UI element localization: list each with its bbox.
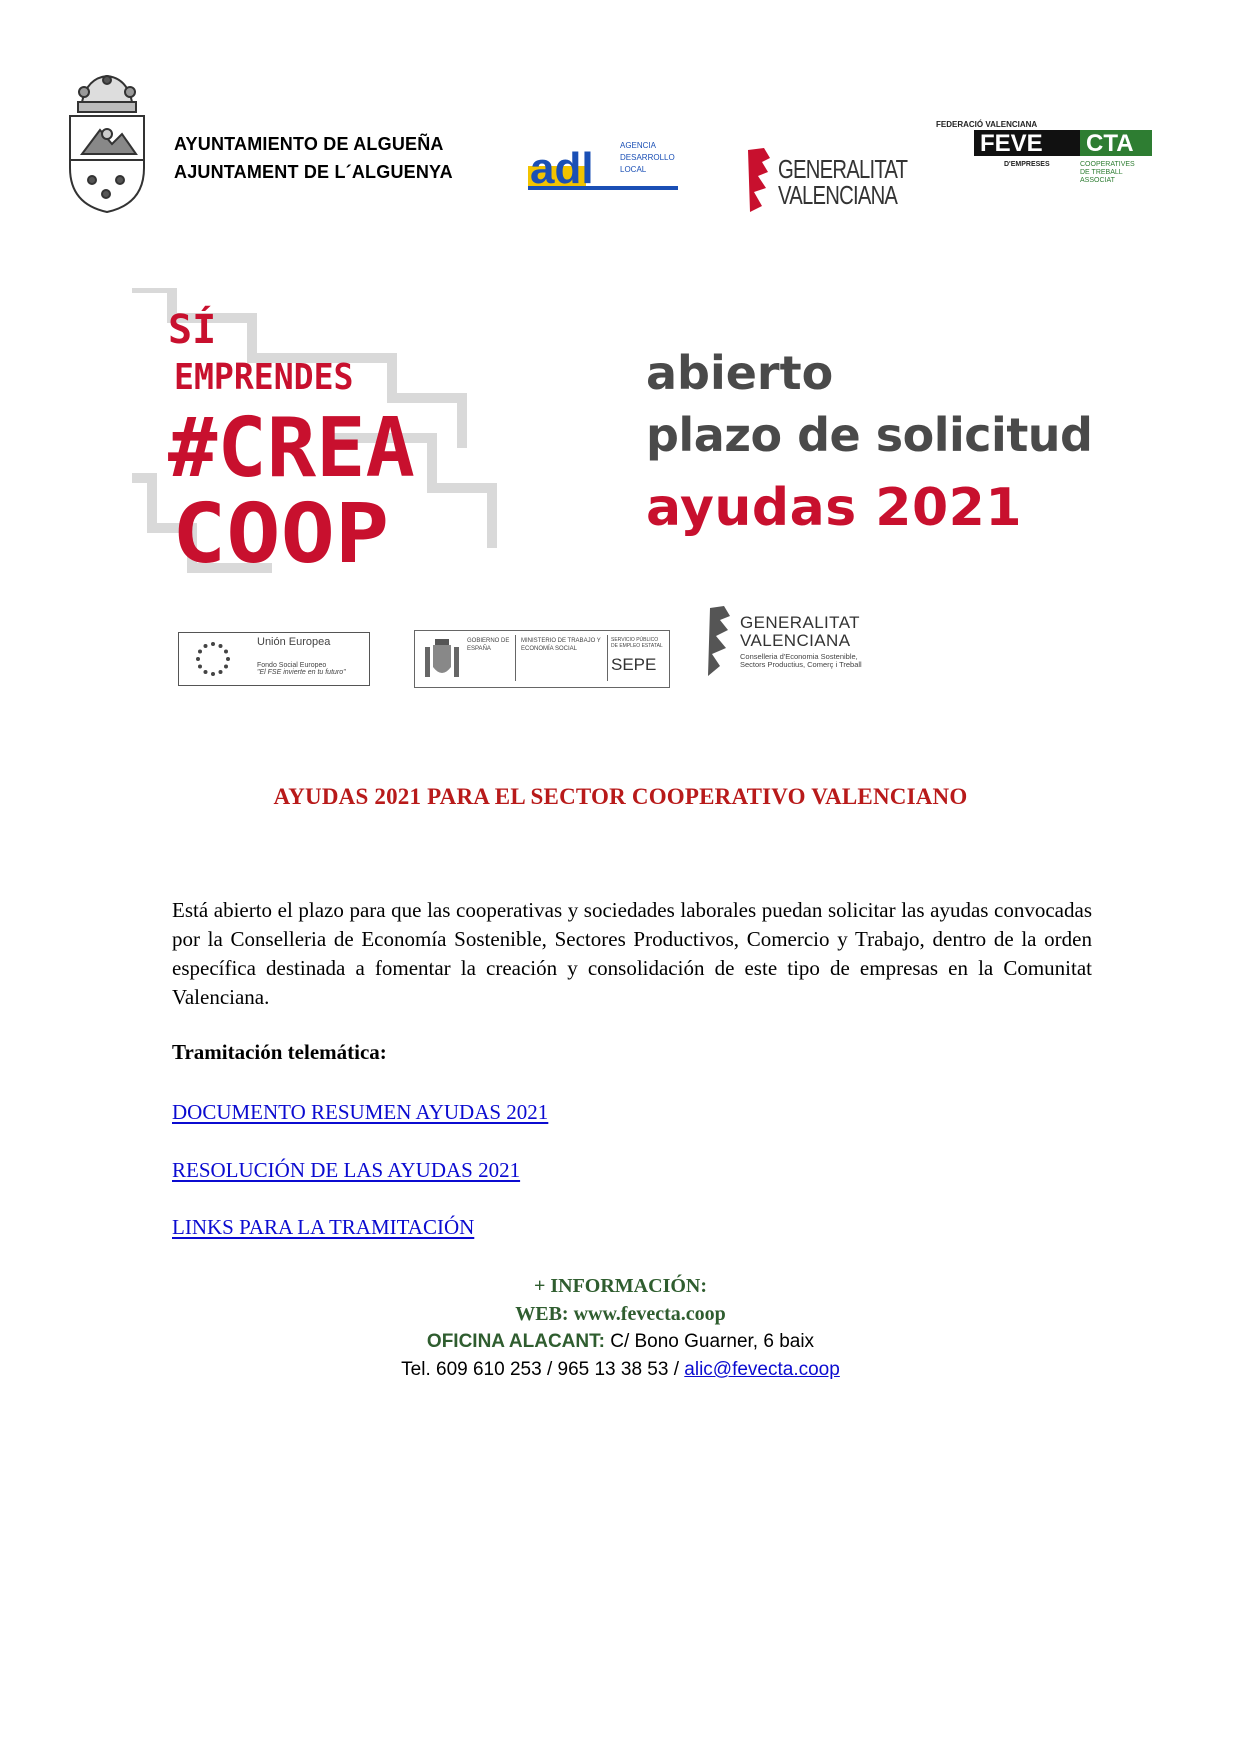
document-title: AYUDAS 2021 PARA EL SECTOR COOPERATIVO VALENCIANO [273,784,968,809]
generalitat-top-line-1: GENERALITAT [778,154,908,184]
generalitat-logo-bottom [702,600,902,690]
gob-segment-2: MINISTERIO DE TRABAJO Y ECONOMÍA SOCIAL [521,638,601,652]
banner-open-line-3: ayudas 2021 [646,478,1022,538]
fevecta-sub-r2: DE TREBALL [1080,169,1123,176]
link-documento-resumen[interactable]: DOCUMENTO RESUMEN AYUDAS 2021 [172,1100,549,1124]
generalitat-emblem-gray-icon [704,604,736,684]
fevecta-name-a: FEVE [980,130,1043,157]
banner-line-si: SÍ [168,307,217,353]
phone-numbers: Tel. 609 610 253 / 965 13 38 53 / [401,1359,685,1380]
adl-line-2: DESARROLLO [620,153,675,162]
gob-segment-1: GOBIERNO DE ESPAÑA [467,638,510,652]
spain-coat-of-arms-icon [423,637,461,681]
office-line [0,1328,1241,1356]
banner-line-coop: COOP [172,487,390,582]
office-label: OFICINA ALACANT: [426,1331,605,1352]
generalitat-bottom-line-2: VALENCIANA [740,631,851,650]
generalitat-emblem-icon [744,146,776,218]
tramitacion-heading: Tramitación telemática: [172,1040,387,1064]
generalitat-bottom-line-1: GENERALITAT [740,613,860,632]
eu-slogan: "El FSE invierte en tu futuro" [257,669,346,676]
office-address: C/ Bono Guarner, 6 baix [604,1331,815,1352]
email-link[interactable]: alic@fevecta.coop [684,1359,840,1380]
fevecta-top-text: FEDERACIÓ VALENCIANA [936,120,1038,129]
adl-logo [528,138,678,204]
municipality-name-va: AJUNTAMENT DE L´ALGUENYA [174,162,453,182]
eu-title: Unión Europea [257,636,331,648]
web-label: WEB: www.fevecta.coop [515,1303,726,1325]
generalitat-top-line-2: VALENCIANA [778,180,898,210]
fevecta-logo [934,118,1154,188]
fevecta-sub-r3: ASSOCIAT [1080,177,1115,184]
more-info-label: + INFORMACIÓN: [533,1275,708,1297]
eu-fse-logo [178,632,370,686]
banner-line-crea: #CREA [168,401,415,496]
municipal-crest-logo [62,72,152,214]
gob-segment-3: SERVICIO PÚBLICO DE EMPLEO ESTATAL [611,637,663,649]
fevecta-sub-left: D'EMPRESES [1004,161,1050,168]
adl-line-1: AGENCIA [620,141,657,150]
eu-fund: Fondo Social Europeo [257,662,327,669]
sepe-label: SEPE [611,655,657,674]
generalitat-conselleria: Conselleria d'Economia Sostenible, Sectors Productius, Comerç i Treball [740,652,862,669]
banner-open-line-1: abierto [646,346,834,400]
gob-divider-1 [515,635,516,681]
banner-line-emprendes: EMPRENDES [174,357,354,398]
fevecta-sub-r1: COOPERATIVES [1080,161,1135,168]
link-resolucion-ayudas[interactable]: RESOLUCIÓN DE LAS AYUDAS 2021 [172,1158,521,1182]
eu-stars-icon [193,639,233,679]
generalitat-logo-top [744,146,908,218]
intro-paragraph: Está abierto el plazo para que las cooperativas y sociedades laborales puedan solicitar las ayudas convocadas por la Conselleria de Economía Sostenible, Sectores Productivos, Comercio y Trabajo, dentro de la orden específica destinada a fomentar la creación y consolidación de este tipo de empresas en la Comunitat Valenciana. [172,898,1092,1009]
adl-line-3: LOCAL [620,165,647,174]
crea-coop-banner [132,288,512,598]
fevecta-name-b: CTA [1086,130,1134,157]
banner-open-line-2: plazo de solicitud [646,408,1093,462]
adl-letters: adl [530,144,594,193]
municipality-name-es: AYUNTAMIENTO DE ALGUEÑA [174,134,444,154]
gobierno-sepe-logo [414,630,670,688]
municipality-name [174,130,453,186]
link-tramitacion[interactable]: LINKS PARA LA TRAMITACIÓN [172,1215,475,1239]
gob-divider-2 [607,635,608,681]
info-block [0,1272,1241,1384]
contact-line [0,1356,1241,1384]
